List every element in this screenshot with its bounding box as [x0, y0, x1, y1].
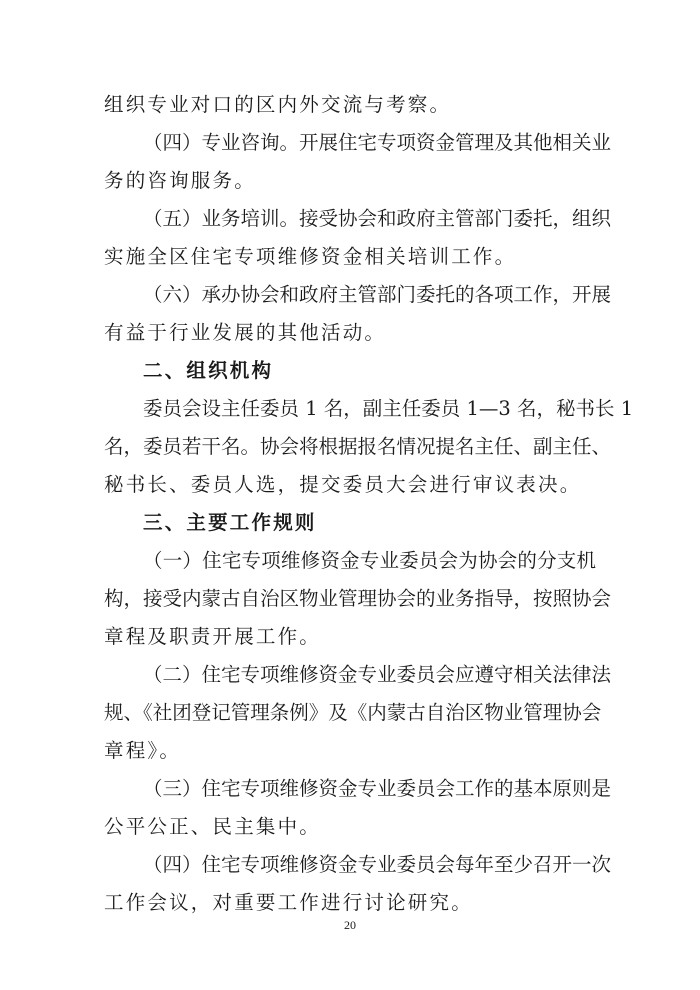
paragraph-line: （四）专业咨询。开展住宅专项资金管理及其他相关业: [143, 131, 612, 154]
paragraph-line: 章程及职责开展工作。: [104, 625, 322, 648]
paragraph-line: （五）业务培训。接受协会和政府主管部门委托，组织: [143, 207, 612, 230]
section-heading: 二、组织机构: [143, 359, 274, 382]
paragraph-line: 有益于行业发展的其他活动。: [104, 321, 387, 344]
paragraph-line: 工作会议，对重要工作进行讨论研究。: [104, 891, 473, 914]
paragraph-line: （三）住宅专项维修资金专业委员会工作的基本原则是: [143, 777, 612, 800]
paragraph-line: （一）住宅专项维修资金专业委员会为协会的分支机: [143, 549, 596, 572]
paragraph-line: 委员会设主任委员 1 名，副主任委员 1—3 名，秘书长 1: [143, 397, 634, 420]
paragraph-line: 公平公正、民主集中。: [104, 815, 322, 838]
paragraph-line: 实施全区住宅专项维修资金相关培训工作。: [104, 245, 517, 268]
section-heading: 三、主要工作规则: [143, 511, 317, 534]
paragraph-line: 规、《社团登记管理条例》及《内蒙古自治区物业管理协会: [104, 701, 602, 724]
paragraph-line: 秘书长、委员人选，提交委员大会进行审议表决。: [104, 473, 582, 496]
paragraph-line: 名，委员若干名。协会将根据报名情况提名主任、副主任、: [104, 435, 612, 458]
paragraph-line: 构，接受内蒙古自治区物业管理协会的业务指导，按照协会: [104, 587, 612, 610]
paragraph-line: （二）住宅专项维修资金专业委员会应遵守相关法律法: [143, 663, 612, 686]
paragraph-line: 务的咨询服务。: [104, 169, 256, 192]
paragraph-line: （六）承办协会和政府主管部门委托的各项工作，开展: [143, 283, 612, 306]
paragraph-line: 章程》。: [104, 739, 182, 762]
paragraph-line: （四）住宅专项维修资金专业委员会每年至少召开一次: [143, 853, 612, 876]
page-number: 20: [344, 918, 356, 932]
paragraph-line: 组织专业对口的区内外交流与考察。: [104, 93, 452, 116]
